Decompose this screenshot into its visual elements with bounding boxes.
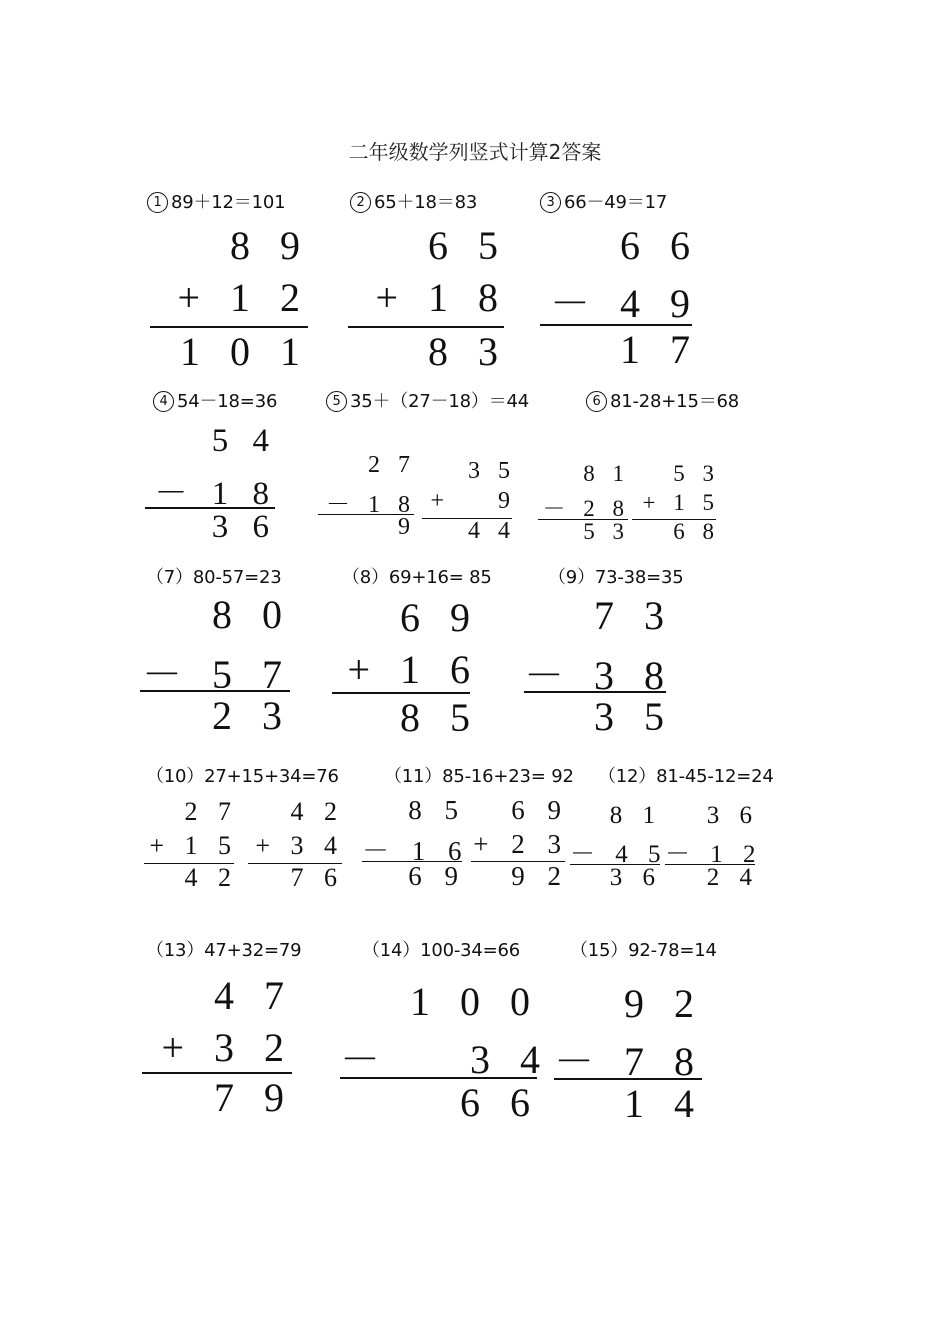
vertical-calc: 8 5 － 1 6 6 9 (362, 795, 470, 891)
problem-label: （10）27+15+34=76 (146, 766, 339, 787)
problem-label: （11）85-16+23= 92 (384, 766, 574, 787)
problem-label: （7）80-57=23 (146, 567, 282, 588)
vertical-calc: 7 3 － 3 8 3 5 (524, 593, 674, 739)
problem-label: 1 89＋12＝101 (147, 188, 285, 214)
vertical-calc: 3 5 + 9 4 4 (422, 458, 516, 548)
vertical-calc: 3 6 － 1 2 2 4 (665, 802, 763, 891)
problem-label: 5 35＋（27－18）＝44 (326, 387, 529, 413)
vertical-calc: 6 9 + 2 3 9 2 (471, 795, 569, 895)
problem-label: 2 65＋18＝83 (350, 188, 477, 214)
vertical-calc: 8 9 + 1 2 1 0 1 (150, 222, 310, 372)
vertical-calc: 6 9 + 1 6 8 5 (332, 594, 480, 744)
page-title: 二年级数学列竖式计算2答案 (348, 140, 602, 164)
circled-number: 3 (540, 192, 561, 213)
vertical-calc: 9 2 － 7 8 1 4 (554, 981, 704, 1126)
problem-label: （8）69+16= 85 (342, 567, 492, 588)
vertical-calc: 1 0 0 － 3 4 6 6 (340, 979, 550, 1125)
vertical-calc: 5 3 + 1 5 6 8 (632, 461, 720, 551)
vertical-calc: 2 7 － 1 8 9 (318, 452, 416, 547)
vertical-calc: 6 6 － 4 9 1 7 (540, 222, 700, 372)
problem-label: （9）73-38=35 (548, 567, 684, 588)
vertical-calc: 5 4 － 1 8 3 6 (145, 423, 277, 548)
vertical-calc: 8 0 － 5 7 2 3 (142, 592, 292, 738)
problem-label: 4 54－18=36 (153, 387, 277, 413)
vertical-calc: 8 1 － 4 5 3 6 (570, 802, 668, 891)
circled-number: 1 (147, 192, 168, 213)
problem-label: 3 66－49＝17 (540, 188, 667, 214)
problem-label: （14）100-34=66 (362, 940, 521, 961)
vertical-calc: 2 7 + 1 5 4 2 (144, 797, 238, 897)
circled-number: 5 (326, 391, 347, 412)
circled-number: 6 (586, 391, 607, 412)
vertical-calc: 6 5 + 1 8 8 3 (348, 222, 508, 372)
vertical-calc: 8 1 － 2 8 5 3 (538, 461, 630, 551)
vertical-calc: 4 2 + 3 4 7 6 (248, 797, 344, 897)
vertical-calc: 4 7 + 3 2 7 9 (142, 972, 294, 1122)
problem-label: （12）81-45-12=24 (598, 766, 774, 787)
problem-label: （15）92-78=14 (570, 940, 717, 961)
circled-number: 4 (153, 391, 174, 412)
circled-number: 2 (350, 192, 371, 213)
problem-label: 6 81-28+15＝68 (586, 387, 739, 413)
problem-label: （13）47+32=79 (146, 940, 302, 961)
